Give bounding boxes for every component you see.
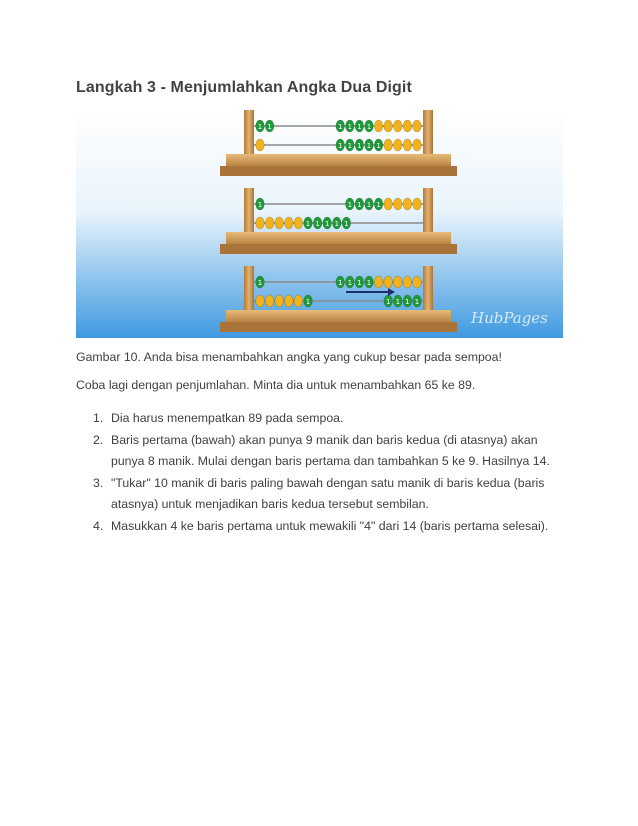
bead-label: 1 [366, 279, 372, 287]
step-item [93, 473, 573, 516]
step-text [111, 516, 573, 538]
abacus-bead [256, 139, 265, 151]
abacus-bead [403, 139, 412, 151]
bead-label: 1 [305, 220, 311, 228]
bead-label: 1 [257, 279, 263, 287]
bead-label: 1 [405, 298, 410, 306]
bead-label: 1 [366, 201, 372, 209]
bead-label: 1 [257, 123, 263, 131]
bead-label: 1 [337, 123, 343, 131]
abacus-bead [275, 217, 284, 229]
bead-label: 1 [357, 123, 362, 131]
abacus-bead [285, 217, 294, 229]
bead-label: 1 [366, 123, 372, 131]
bead-label: 1 [267, 123, 272, 131]
bead-label: 1 [395, 298, 401, 306]
step-line: Masukkan 4 ke baris pertama untuk mewakili "4" dari 14 (baris pertama selesai). [111, 518, 549, 533]
abacus-bead [294, 295, 303, 307]
bead-label: 1 [357, 279, 362, 287]
bead-label: 1 [376, 201, 381, 209]
abacus-bead [403, 120, 412, 132]
figure-caption: Gambar 10. Anda bisa menambahkan angka yang cukup besar pada sempoa! [76, 350, 502, 364]
step-text [111, 408, 573, 430]
abacus-bead [413, 139, 422, 151]
bead-label: 1 [357, 201, 362, 209]
abacus-bead [285, 295, 294, 307]
step-text [111, 430, 573, 473]
abacus-bead [384, 120, 393, 132]
abacus-bead [403, 276, 412, 288]
intro-paragraph: Coba lagi dengan penjumlahan. Minta dia untuk menambahkan 65 ke 89. [76, 378, 476, 392]
bead-label: 1 [315, 220, 320, 228]
abacus-illustration [76, 108, 563, 338]
bead-label: 1 [366, 142, 372, 150]
abacus-base-top [226, 232, 451, 245]
abacus-bead [394, 276, 403, 288]
abacus-bead [403, 198, 412, 210]
step-number: 3. [93, 475, 104, 490]
step-line: "Tukar" 10 manik di baris paling bawah dengan satu manik di baris kedua (baris [111, 475, 545, 490]
bead-label: 1 [347, 142, 353, 150]
abacus-base-top [226, 154, 451, 167]
bead-label: 1 [344, 220, 349, 228]
bead-label: 1 [347, 123, 353, 131]
abacus-bead [265, 295, 274, 307]
abacus-bead [265, 217, 274, 229]
bead-label: 1 [305, 298, 311, 306]
abacus-base-bottom [220, 244, 457, 254]
abacus-bead [394, 139, 403, 151]
bead-label: 1 [324, 220, 330, 228]
step-number: 4. [93, 518, 104, 533]
steps-list [93, 408, 573, 537]
abacus-bead [374, 120, 383, 132]
bead-label: 1 [376, 142, 381, 150]
step-line: Baris pertama (bawah) akan punya 9 manik dan baris kedua (di atasnya) akan [111, 432, 538, 447]
hubpages-watermark: HubPages [471, 309, 548, 327]
abacus-bead [256, 217, 265, 229]
abacus-bead [413, 198, 422, 210]
abacus-bead [294, 217, 303, 229]
section-heading: Langkah 3 - Menjumlahkan Angka Dua Digit [76, 79, 412, 96]
abacus-bead [384, 139, 393, 151]
abacus-bead [256, 295, 265, 307]
bead-label: 1 [337, 279, 343, 287]
abacus-bead [394, 120, 403, 132]
abacus-base-bottom [220, 322, 457, 332]
step-line: Dia harus menempatkan 89 pada sempoa. [111, 411, 344, 425]
step-number: 1. [93, 411, 104, 425]
abacus-bead [275, 295, 284, 307]
step-line: punya 8 manik. Mulai dengan baris pertama dan tambahkan 5 ke 9. Hasilnya 14. [111, 454, 550, 468]
bead-label: 1 [334, 220, 340, 228]
step-number: 2. [93, 432, 104, 447]
abacus-base-top [226, 310, 451, 323]
bead-label: 1 [257, 201, 263, 209]
step-item [93, 408, 573, 430]
abacus-bead [384, 198, 393, 210]
bead-label: 1 [414, 298, 420, 306]
bead-label: 1 [347, 201, 353, 209]
step-line: atasnya) untuk menjadikan baris kedua tersebut sembilan. [111, 497, 429, 511]
abacus-figure [76, 108, 563, 338]
abacus-base-bottom [220, 166, 457, 176]
step-text [111, 473, 573, 516]
bead-label: 1 [337, 142, 343, 150]
step-item [93, 516, 573, 538]
abacus-bead [413, 276, 422, 288]
abacus-bead [384, 276, 393, 288]
abacus-bead [394, 198, 403, 210]
step-item [93, 430, 573, 473]
bead-label: 1 [385, 298, 391, 306]
abacus-bead [374, 276, 383, 288]
abacus-bead [413, 120, 422, 132]
bead-label: 1 [347, 279, 353, 287]
bead-label: 1 [357, 142, 362, 150]
